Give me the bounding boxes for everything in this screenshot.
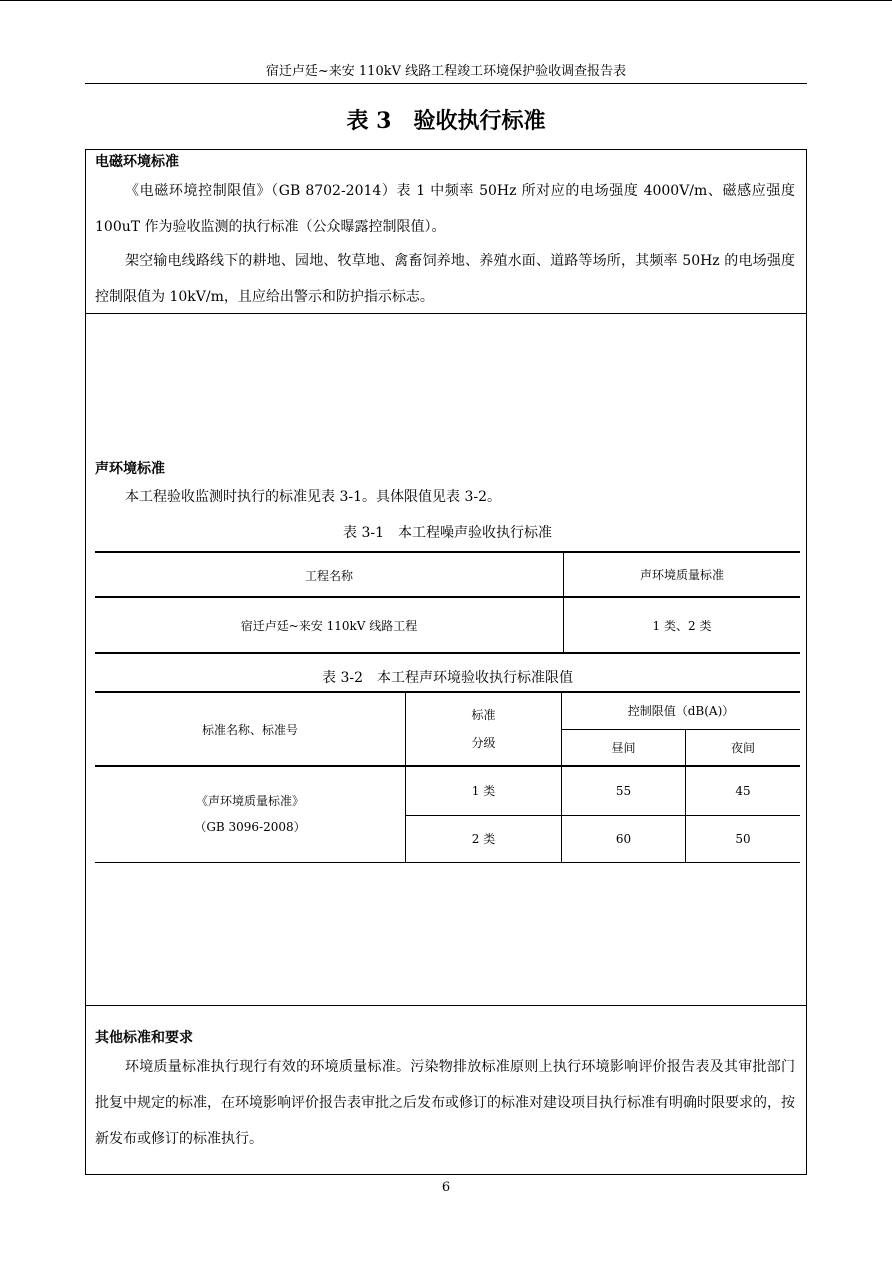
table-3-2-grade-2: 2 类 <box>406 815 562 862</box>
table-3-2-night-1: 45 <box>686 766 801 815</box>
table-3-2-header-limit: 控制限值（dB(A)） <box>562 692 801 729</box>
table-3-1-standard-class: 1 类、2 类 <box>564 597 801 653</box>
noise-intro: 本工程验收监测时执行的标准见表 3-1。具体限值见表 3-2。 <box>125 489 501 505</box>
page-number: 6 <box>441 1180 451 1195</box>
other-section-heading: 其他标准和要求 <box>95 1030 193 1046</box>
em-section-heading: 电磁环境标准 <box>95 154 179 170</box>
table-3-2-header-day: 昼间 <box>562 729 686 766</box>
table-3-2-standard-code: （GB 3096-2008） <box>194 820 306 835</box>
table-3-2-caption: 表 3-2 本工程声环境验收执行标准限值 <box>322 670 573 686</box>
running-header: 宿迁卢廷~来安 110kV 线路工程竣工环境保护验收调查报告表 <box>265 64 627 79</box>
table-3-2-header-grade-line-2: 分级 <box>471 736 496 750</box>
header-rule <box>85 83 807 84</box>
table-3-1-header-row <box>95 552 800 597</box>
table-3-2-standard-cell <box>95 766 406 862</box>
table-3-1-header-standard: 声环境质量标准 <box>564 552 801 597</box>
table-3-1 <box>95 551 800 654</box>
table-3-2-header-grade-line-1: 标准 <box>471 708 496 722</box>
table-row <box>95 597 800 653</box>
table-3-1-caption: 表 3-1 本工程噪声验收执行标准 <box>343 525 552 541</box>
table-3-2-header-standard-name: 标准名称、标准号 <box>95 692 406 766</box>
table-3-2 <box>95 691 800 863</box>
table-3-1-project-name: 宿迁卢廷~来安 110kV 线路工程 <box>95 597 564 653</box>
section-divider-2 <box>85 1005 807 1006</box>
em-paragraph-1: 《电磁环境控制限值》（GB 8702-2014）表 1 中频率 50Hz 所对应的电场强度 4000V/m、磁感应强度 100uT 作为验收监测的执行标准（公众曝露控制限值）。 <box>95 183 795 235</box>
table-3-2-header-grade <box>406 692 562 766</box>
table-3-2-header-night: 夜间 <box>686 729 801 766</box>
table-3-2-standard-name: 《声环境质量标准》 <box>195 794 304 809</box>
table-3-2-night-2: 50 <box>686 815 801 862</box>
em-paragraph-2: 架空输电线路线下的耕地、园地、牧草地、禽畜饲养地、养殖水面、道路等场所，其频率 50Hz 的电场强度控制限值为 10kV/m，且应给出警示和防护指示标志。 <box>95 253 795 305</box>
table-row <box>95 766 800 815</box>
other-paragraph: 环境质量标准执行现行有效的环境质量标准。污染物排放标准原则上执行环境影响评价报告表及其审批部门批复中规定的标准，在环境影响评价报告表审批之后发布或修订的标准对建设项目执行标准有明确时限要求的，按新发布或修订的标准执行。 <box>95 1059 795 1147</box>
page-title: 表 3 验收执行标准 <box>346 108 546 134</box>
table-3-2-header-row-1 <box>95 692 800 729</box>
table-3-2-grade-1: 1 类 <box>406 766 562 815</box>
top-rule <box>0 0 892 1</box>
table-3-2-day-2: 60 <box>562 815 686 862</box>
table-3-2-day-1: 55 <box>562 766 686 815</box>
table-3-1-header-name: 工程名称 <box>95 552 564 597</box>
noise-section-heading: 声环境标准 <box>95 461 165 477</box>
